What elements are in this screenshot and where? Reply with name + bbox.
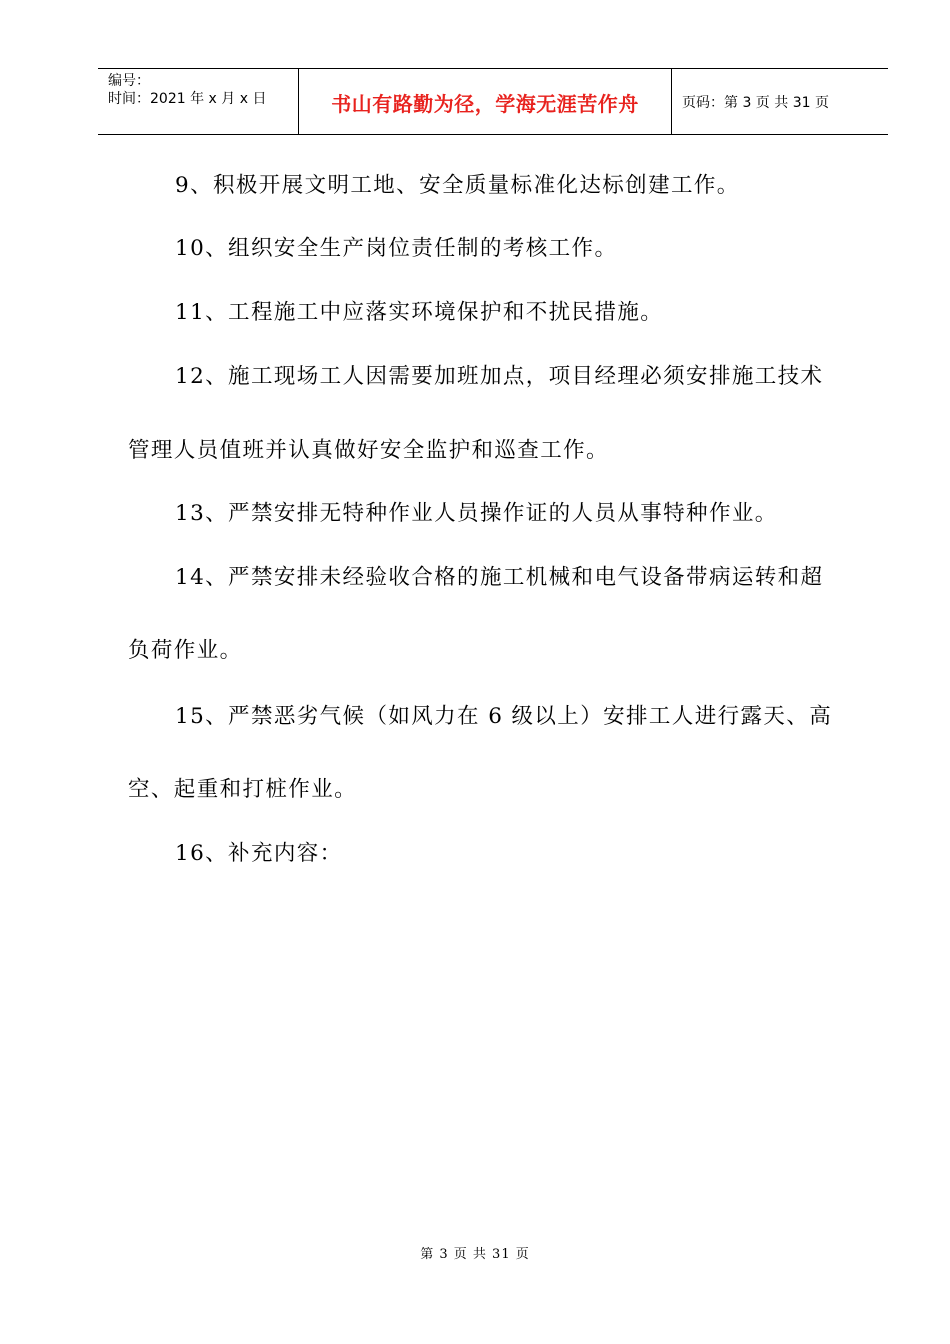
paragraph-15-line-1: 15、严禁恶劣气候（如风力在 6 级以上）安排工人进行露天、高: [175, 704, 833, 729]
header-motto-cell: [299, 69, 672, 134]
paragraph-9: 9、积极开展文明工地、安全质量标准化达标创建工作。: [175, 173, 740, 198]
paragraph-12-line-2: 管理人员值班并认真做好安全监护和巡查工作。: [128, 438, 609, 463]
header-meta-cell: [98, 69, 299, 134]
header-page-cell: [672, 69, 888, 134]
header-page-info: 页码：第 3 页 共 31 页: [682, 95, 829, 111]
paragraph-10: 10、组织安全生产岗位责任制的考核工作。: [175, 236, 618, 261]
document-header: [98, 68, 888, 135]
header-motto: 书山有路勤为径，学海无涯苦作舟: [331, 92, 639, 116]
paragraph-14-line-2: 负荷作业。: [128, 638, 243, 663]
paragraph-11: 11、工程施工中应落实环境保护和不扰民措施。: [175, 300, 664, 325]
paragraph-13: 13、严禁安排无特种作业人员操作证的人员从事特种作业。: [175, 501, 778, 526]
serial-number-label: 编号：: [108, 73, 150, 89]
paragraph-12-line-1: 12、施工现场工人因需要加班加点，项目经理必须安排施工技术: [175, 364, 824, 389]
paragraph-15-line-2: 空、起重和打桩作业。: [128, 777, 358, 802]
page-footer: 第 3 页 共 31 页: [420, 1247, 530, 1262]
paragraph-16: 16、补充内容：: [175, 841, 343, 866]
date-label: 时间：2021 年 x 月 x 日: [108, 91, 267, 107]
paragraph-14-line-1: 14、严禁安排未经验收合格的施工机械和电气设备带病运转和超: [175, 565, 824, 590]
